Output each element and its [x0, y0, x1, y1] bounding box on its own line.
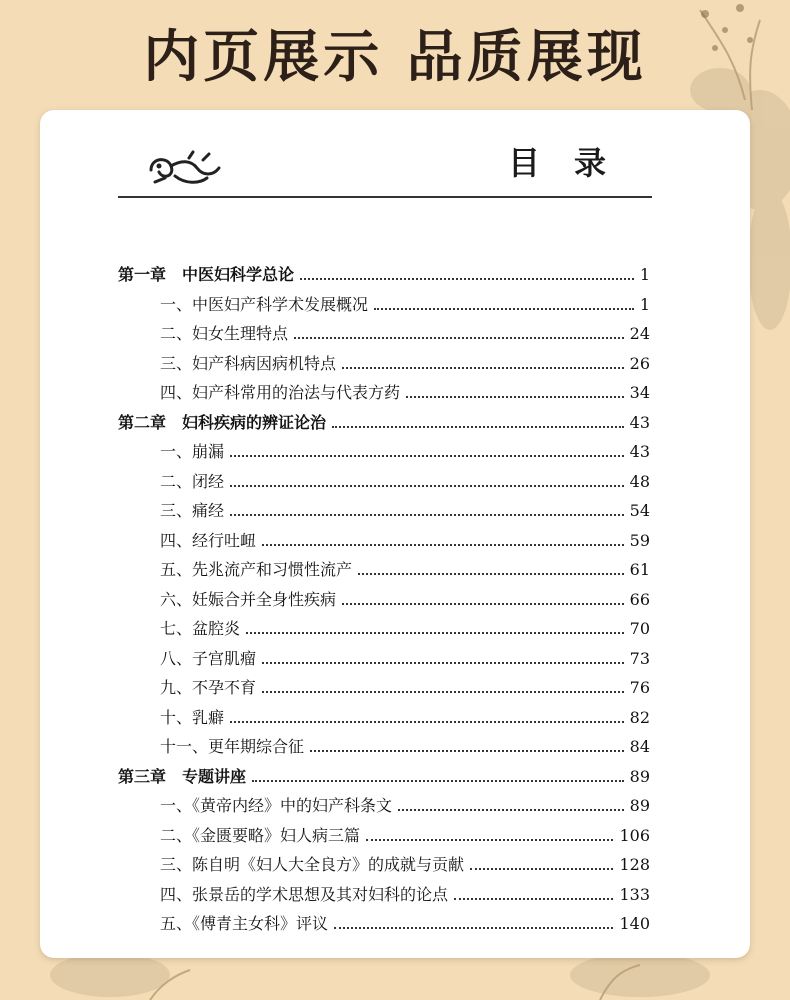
- toc-section-entry: [118, 646, 650, 676]
- leader-dots: [310, 750, 624, 752]
- toc-entry-label: 三、妇产科病因病机特点: [160, 353, 337, 373]
- leader-dots: [252, 780, 624, 782]
- toc-section-entry: [118, 498, 650, 528]
- toc-entry-page: 34: [629, 383, 650, 402]
- toc-entry-label: 二、妇女生理特点: [160, 324, 289, 343]
- toc-entry-label: 三、陈自明《妇人大全良方》的成就与贡献: [160, 855, 465, 874]
- toc-entry-page: 73: [629, 648, 650, 668]
- toc-entry-label: 九、不孕不育: [160, 678, 257, 697]
- toc-entry-page: 70: [629, 619, 650, 638]
- toc-entry-label: 第三章 专题讲座: [118, 766, 247, 786]
- toc-section-entry: [118, 705, 650, 735]
- toc-entry-page: 82: [629, 707, 650, 727]
- toc-chapter-entry: [118, 262, 650, 292]
- leader-dots: [262, 691, 624, 693]
- leader-dots: [262, 544, 624, 546]
- toc-section-entry: [118, 734, 650, 764]
- toc-entry-label: 一、《黄帝内经》中的妇产科条文: [160, 796, 393, 815]
- toc-section-entry: [118, 469, 650, 499]
- toc-list: [118, 262, 650, 941]
- leader-dots: [374, 308, 634, 310]
- leader-dots: [342, 603, 624, 605]
- toc-entry-page: 140: [619, 914, 650, 933]
- toc-entry-page: 61: [629, 560, 650, 579]
- toc-entry-label: 四、张景岳的学术思想及其对妇科的论点: [160, 884, 449, 904]
- toc-section-entry: [118, 793, 650, 823]
- leader-dots: [366, 839, 613, 841]
- toc-entry-page: 84: [629, 737, 650, 756]
- toc-section-entry: [118, 351, 650, 381]
- toc-entry-page: 66: [629, 589, 650, 609]
- toc-chapter-entry: [118, 764, 650, 794]
- toc-section-entry: [118, 380, 650, 410]
- toc-entry-label: 二、《金匮要略》妇人病三篇: [160, 825, 361, 845]
- leader-dots: [398, 809, 624, 811]
- banner-title: 内页展示 品质展现: [143, 25, 647, 90]
- toc-entry-label: 六、妊娠合并全身性疾病: [160, 589, 337, 609]
- toc-section-entry: [118, 675, 650, 705]
- leader-dots: [294, 337, 624, 339]
- toc-entry-label: 五、先兆流产和习惯性流产: [160, 560, 353, 579]
- toc-section-entry: [118, 439, 650, 469]
- toc-entry-page: 76: [629, 678, 650, 697]
- toc-entry-label: 十、乳癖: [160, 707, 225, 727]
- leader-dots: [300, 278, 634, 280]
- toc-entry-page: 43: [629, 442, 650, 461]
- toc-entry-page: 106: [619, 825, 650, 845]
- leader-dots: [230, 721, 624, 723]
- toc-entry-page: 133: [619, 884, 650, 904]
- toc-heading: 目录: [508, 144, 641, 182]
- toc-section-entry: [118, 852, 650, 882]
- toc-section-entry: [118, 321, 650, 351]
- toc-section-entry: [118, 292, 650, 322]
- toc-entry-page: 1: [639, 265, 650, 284]
- toc-entry-page: 59: [629, 530, 650, 550]
- toc-entry-label: 四、经行吐衄: [160, 530, 257, 550]
- toc-entry-page: 26: [629, 353, 650, 373]
- toc-section-entry: [118, 587, 650, 617]
- toc-entry-page: 54: [629, 501, 650, 520]
- leader-dots: [358, 573, 624, 575]
- toc-entry-label: 七、盆腔炎: [160, 619, 241, 638]
- toc-entry-label: 一、崩漏: [160, 442, 225, 461]
- leader-dots: [246, 632, 624, 634]
- toc-entry-label: 第一章 中医妇科学总论: [118, 265, 295, 284]
- toc-entry-page: 89: [629, 796, 650, 815]
- leader-dots: [454, 898, 613, 900]
- toc-entry-label: 八、子宫肌瘤: [160, 648, 257, 668]
- leader-dots: [406, 396, 624, 398]
- book-page-card: [40, 110, 750, 958]
- toc-entry-label: 第二章 妇科疾病的辨证论治: [118, 412, 327, 432]
- toc-entry-page: 128: [619, 855, 650, 874]
- toc-section-entry: [118, 528, 650, 558]
- toc-section-entry: [118, 882, 650, 912]
- leader-dots: [334, 927, 613, 929]
- toc-entry-label: 四、妇产科常用的治法与代表方药: [160, 383, 401, 402]
- toc-chapter-entry: [118, 410, 650, 440]
- toc-entry-page: 24: [629, 324, 650, 343]
- toc-entry-page: 48: [629, 471, 650, 491]
- leader-dots: [332, 426, 624, 428]
- toc-section-entry: [118, 823, 650, 853]
- toc-section-entry: [118, 557, 650, 587]
- heading-divider: [118, 196, 652, 198]
- leader-dots: [470, 868, 613, 870]
- toc-entry-page: 89: [629, 766, 650, 786]
- toc-entry-label: 五、《傅青主女科》评议: [160, 914, 329, 933]
- toc-entry-label: 一、中医妇产科学术发展概况: [160, 294, 369, 314]
- leader-dots: [230, 514, 624, 516]
- toc-entry-page: 43: [629, 412, 650, 432]
- toc-entry-page: 1: [639, 294, 650, 314]
- leader-dots: [230, 485, 624, 487]
- toc-section-entry: [118, 911, 650, 941]
- leader-dots: [262, 662, 624, 664]
- toc-section-entry: [118, 616, 650, 646]
- dragon-ornament-icon: [145, 150, 225, 190]
- toc-entry-label: 二、闭经: [160, 471, 225, 491]
- toc-entry-label: 三、痛经: [160, 501, 225, 520]
- leader-dots: [230, 455, 624, 457]
- toc-entry-label: 十一、更年期综合征: [160, 737, 305, 756]
- leader-dots: [342, 367, 624, 369]
